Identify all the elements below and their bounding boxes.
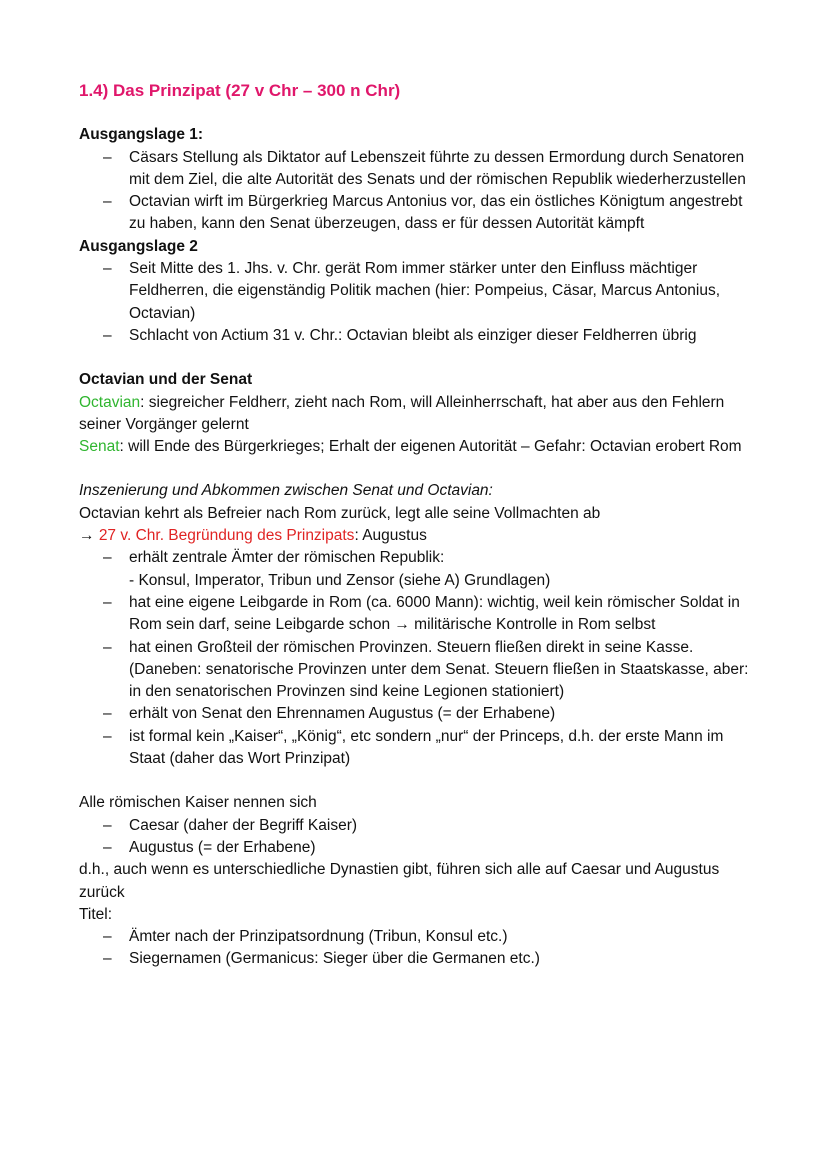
heading-octavian-senat: Octavian und der Senat (79, 371, 253, 389)
senat-paragraph (79, 436, 759, 458)
prinzipat-line (79, 525, 759, 547)
sub-item: - Konsul, Imperator, Tribun und Zensor (siehe A) Grundlagen) (129, 571, 551, 589)
paragraph: Octavian kehrt als Befreier nach Rom zurück, legt alle seine Vollmachten ab (79, 504, 601, 522)
list-item: – Augustus (= der Erhabene) (79, 837, 759, 859)
augustus-text: : Augustus (354, 527, 427, 545)
list-item: – ist formal kein „Kaiser“, „König“, etc sondern „nur“ der Princeps, d.h. der erste Mann im Staat (daher das Wort Prinzipat) (79, 726, 759, 771)
prinzipat-highlight: 27 v. Chr. Begründung des Prinzipats (98, 527, 355, 545)
list-item: – Ämter nach der Prinzipatsordnung (Tribun, Konsul etc.) (79, 926, 759, 948)
page-title: 1.4) Das Prinzipat (27 v Chr – 300 n Chr) (79, 81, 401, 100)
octavian-text: : siegreicher Feldherr, zieht nach Rom, will Alleinherrschaft, hat aber aus den Fehlern seiner Vorgänger gelernt (79, 393, 725, 433)
titel-label: Titel: (79, 905, 113, 923)
list-item: – Schlacht von Actium 31 v. Chr.: Octavian bleibt als einziger dieser Feldherren übrig (79, 325, 759, 347)
list-item: – Caesar (daher der Begriff Kaiser) (79, 815, 759, 837)
octavian-paragraph (79, 392, 759, 437)
list-augustus (79, 547, 759, 770)
senat-text: : will Ende des Bürgerkrieges; Erhalt der eigenen Autorität – Gefahr: Octavian erobert Rom (119, 438, 742, 456)
list-item: – erhält von Senat den Ehrennamen Augustus (= der Erhabene) (79, 703, 759, 725)
heading-ausgangslage-2: Ausgangslage 2 (79, 237, 198, 255)
list-item: – Octavian wirft im Bürgerkrieg Marcus Antonius vor, das ein östliches Königtum angestrebt zu haben, kann den Senat überzeugen, dass er für dessen Autorität kämpft (79, 191, 759, 236)
list-titel (79, 926, 759, 971)
list-ausgangslage-2 (79, 258, 759, 347)
octavian-label: Octavian (79, 393, 141, 411)
list-item: – hat eine eigene Leibgarde in Rom (ca. 6000 Mann): wichtig, weil kein römischer Soldat in Rom sein darf, seine Leibgarde schon → militärische Kontrolle in Rom selbst (79, 592, 759, 637)
list-item: – Siegernamen (Germanicus: Sieger über die Germanen etc.) (79, 948, 759, 970)
list-item-text: erhält zentrale Ämter der römischen Republik: (129, 549, 445, 567)
list-item (79, 547, 759, 592)
heading-inszenierung: Inszenierung und Abkommen zwischen Senat und Octavian: (79, 482, 493, 500)
list-item: – hat einen Großteil der römischen Provinzen. Steuern fließen direkt in seine Kasse. (Daneben: senatorische Provinzen unter dem Senat. Steuern fließen in Staatskasse, aber: in den senatorischen Provinzen sind keine Legionen stationiert) (79, 637, 759, 704)
list-kaiser-names (79, 815, 759, 860)
arrow-icon: → (79, 527, 99, 545)
paragraph: Alle römischen Kaiser nennen sich (79, 794, 317, 812)
list-ausgangslage-1 (79, 147, 759, 236)
heading-ausgangslage-1: Ausgangslage 1: (79, 126, 204, 144)
paragraph: d.h., auch wenn es unterschiedliche Dynastien gibt, führen sich alle auf Caesar und Augustus zurück (79, 861, 720, 901)
senat-label: Senat (79, 438, 120, 456)
list-item: – Seit Mitte des 1. Jhs. v. Chr. gerät Rom immer stärker unter den Einfluss mächtiger Feldherren, die eigenständig Politik machen (hier: Pompeius, Cäsar, Marcus Antonius, Octavian) (79, 258, 759, 325)
list-item: – Cäsars Stellung als Diktator auf Lebenszeit führte zu dessen Ermordung durch Senatoren mit dem Ziel, die alte Autorität des Senats und der römischen Republik wiederherzustellen (79, 147, 759, 192)
document-page (79, 80, 759, 971)
